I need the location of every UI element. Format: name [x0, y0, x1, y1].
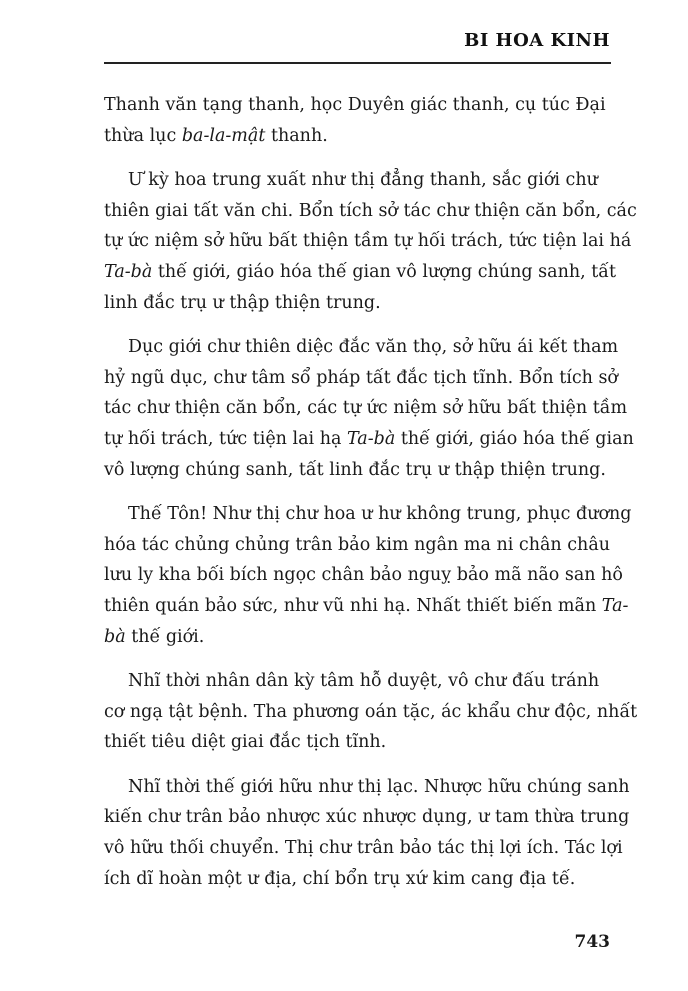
text-run: Nhĩ thời thế giới hữu như thị lạc. Nhược hữu chúng sanh: [128, 776, 630, 797]
text-run: Nhĩ thời nhân dân kỳ tâm hỗ duyệt, vô chư đấu tránh: [128, 671, 600, 692]
text-line: [104, 666, 611, 697]
text-line: [104, 121, 611, 152]
text-run: cơ ngạ tật bệnh. Tha phương oán tặc, ác khẩu chư độc, nhất: [104, 701, 638, 722]
italic-term: Ta-bà: [346, 428, 396, 449]
text-run: tác chư thiện căn bổn, các tự ức niệm sở hữu bất thiện tầm: [104, 398, 628, 419]
text-run: thế giới, giáo hóa thế gian vô lượng chúng sanh, tất: [152, 261, 617, 282]
text-line: [80, 802, 630, 833]
text-line: [80, 196, 637, 227]
text-run: thế giới, giáo hóa thế gian: [395, 428, 634, 449]
text-run: Thế Tôn! Như thị chư hoa ư hư không trung, phục đương: [128, 504, 632, 525]
text-run: Ư kỳ hoa trung xuất như thị đẳng thanh, sắc giới chư: [128, 170, 598, 191]
text-run: linh đắc trụ ư thập thiện trung.: [104, 292, 381, 313]
running-header-title: BI HOA KINH: [464, 30, 610, 51]
text-line: [80, 864, 611, 895]
text-run: thế giới.: [125, 626, 205, 647]
text-line: [80, 424, 634, 455]
text-run: vô lượng chúng sanh, tất linh đắc trụ ư thập thiện trung.: [104, 459, 606, 480]
text-line: [80, 257, 617, 288]
text-line: [80, 560, 623, 591]
text-run: Thanh văn tạng thanh, học Duyên giác thanh, cụ túc Đại: [104, 95, 606, 115]
text-line: [104, 165, 611, 196]
text-line: [104, 332, 619, 363]
text-line: [80, 697, 638, 728]
paragraph: [104, 499, 632, 652]
text-run: ích dĩ hoàn một ư địa, chí bổn trụ xứ kim cang địa tế.: [104, 868, 576, 889]
text-line: [80, 288, 611, 319]
text-run: vô hữu thối chuyển. Thị chư trân bảo tác thị lợi ích. Tác lợi: [104, 838, 623, 859]
text-line: [104, 772, 630, 803]
italic-term: bà: [104, 626, 126, 647]
text-run: thiên giai tất văn chi. Bổn tích sở tác chư thiện căn bổn, các: [104, 200, 637, 221]
text-line: [80, 363, 618, 394]
italic-term: ba-la-mật: [181, 125, 266, 146]
paragraph: [104, 772, 630, 894]
paragraph: [104, 332, 634, 485]
text-run: thanh.: [265, 125, 328, 146]
text-line: [80, 530, 611, 561]
text-line: [80, 455, 611, 486]
text-line: [80, 226, 632, 257]
page-number: 743: [574, 932, 610, 952]
text-run: thiết tiêu diệt giai đắc tịch tĩnh.: [104, 732, 387, 753]
text-run: tự ức niệm sở hữu bất thiện tầm tự hối trách, tức tiện lai há: [104, 231, 632, 252]
text-run: thiên quán bảo sức, như vũ nhi hạ. Nhất thiết biến mãn: [104, 595, 602, 616]
text-run: lưu ly kha bối bích ngọc chân bảo nguỵ bảo mã não san hô: [104, 565, 623, 586]
page-body-text: [104, 90, 638, 908]
italic-term: Ta-: [601, 595, 629, 616]
text-run: hóa tác chủng chủng trân bảo kim ngân ma ni chân châu: [104, 534, 611, 555]
paragraph: [104, 90, 611, 151]
italic-term: Ta-bà: [104, 261, 153, 282]
text-line: [104, 90, 611, 121]
text-line: [104, 499, 632, 530]
text-line: [80, 622, 611, 653]
text-run: Dục giới chư thiên diệc đắc văn thọ, sở hữu ái kết tham: [128, 337, 619, 358]
text-line: [80, 591, 629, 622]
text-line: [80, 833, 623, 864]
text-run: tự hối trách, tức tiện lai hạ: [104, 428, 347, 449]
header-divider: [104, 62, 611, 64]
paragraph: [104, 165, 637, 318]
text-line: [80, 727, 611, 758]
text-line: [80, 393, 628, 424]
text-run: kiến chư trân bảo nhược xúc nhược dụng, ư tam thừa trung: [104, 807, 630, 828]
paragraph: [104, 666, 638, 758]
text-run: hỷ ngũ dục, chư tâm sổ pháp tất đắc tịch tĩnh. Bổn tích sở: [104, 367, 618, 388]
text-run: thừa lục: [104, 125, 182, 146]
